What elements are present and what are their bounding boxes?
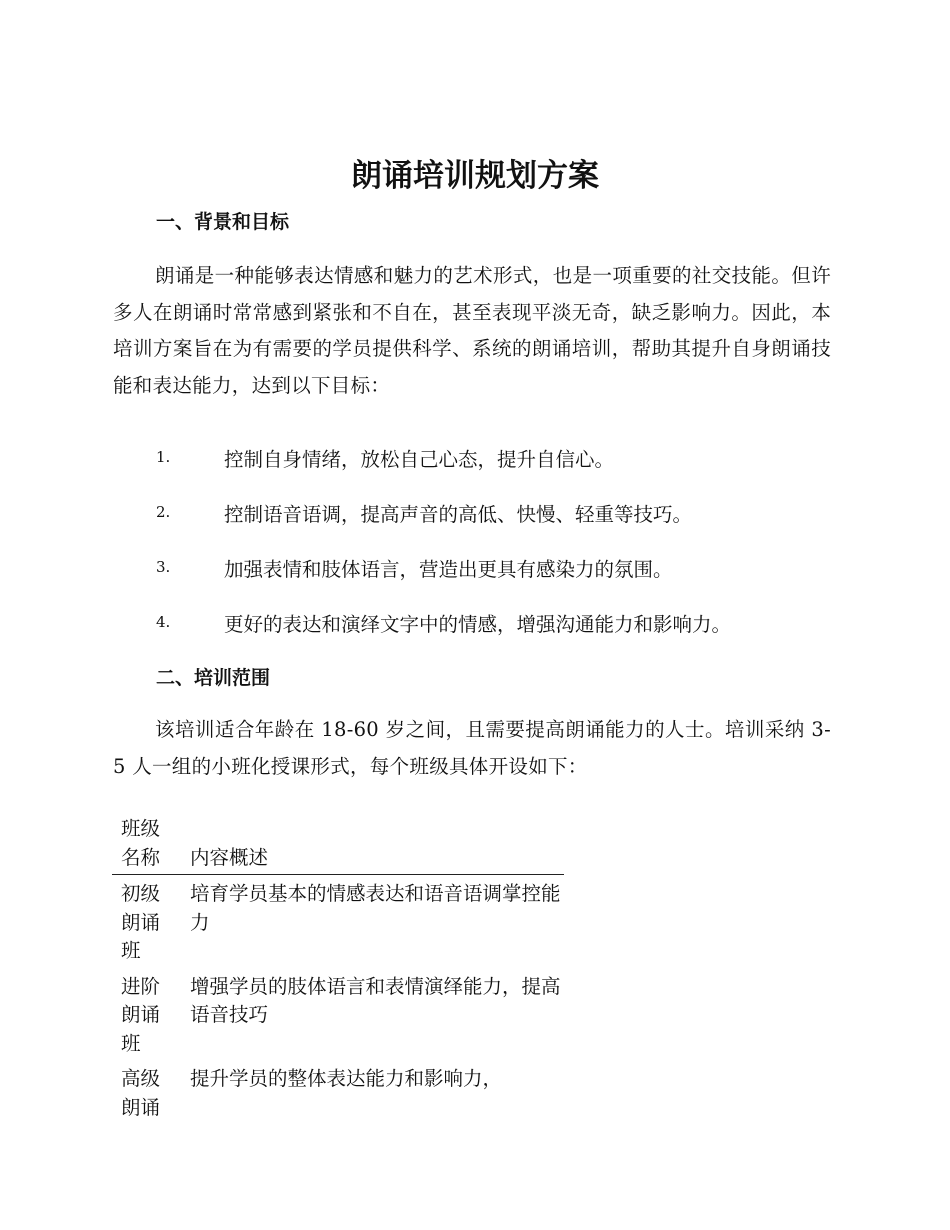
table-cell-class-name: 高级朗诵	[121, 1067, 161, 1119]
goal-number: 3.	[156, 558, 171, 576]
table-cell-class-name: 初级朗诵班	[121, 882, 161, 962]
goal-number: 4.	[156, 613, 171, 631]
table-cell-class-name: 进阶朗诵班	[121, 974, 161, 1055]
scope-paragraph: 该培训适合年龄在 18-60 岁之间，且需要提高朗诵能力的人士。培训采纳 3-5 人一组的小班化授课形式，每个班级具体开设如下：	[113, 718, 831, 778]
table-cell-content: 增强学员的肢体语言和表情演绎能力，提高语音技巧	[190, 974, 561, 1026]
table-cell-content: 培育学员基本的情感表达和语音语调掌控能力	[190, 882, 561, 934]
document-title: 朗诵培训规划方案	[351, 158, 599, 194]
goal-text: 控制语音语调，提高声音的高低、快慢、轻重等技巧。	[224, 503, 693, 526]
goal-text: 加强表情和肢体语言，营造出更具有感染力的氛围。	[224, 558, 673, 581]
table-row	[112, 875, 564, 969]
goal-number: 2.	[156, 503, 171, 521]
section-heading-scope: 二、培训范围	[156, 667, 271, 689]
class-table	[112, 815, 564, 1125]
table-header-content: 内容概述	[190, 815, 564, 875]
table-row	[112, 969, 564, 1062]
goal-text: 控制自身情绪，放松自己心态，提升自信心。	[224, 448, 615, 471]
goal-text: 更好的表达和演绎文字中的情感，增强沟通能力和影响力。	[224, 613, 732, 636]
table-cell-content: 提升学员的整体表达能力和影响力，	[190, 1067, 503, 1090]
table-header-row	[112, 815, 564, 875]
table-header-class-name: 班级名称	[112, 815, 190, 875]
background-paragraph: 朗诵是一种能够表达情感和魅力的艺术形式，也是一项重要的社交技能。但许多人在朗诵时常常感到紧张和不自在，甚至表现平淡无奇，缺乏影响力。因此，本培训方案旨在为有需要的学员提供科学、系统的朗诵培训，帮助其提升自身朗诵技能和表达能力，达到以下目标：	[113, 264, 831, 397]
section-heading-background: 一、背景和目标	[156, 211, 290, 233]
table-row	[112, 1061, 564, 1125]
goal-number: 1.	[156, 448, 171, 466]
